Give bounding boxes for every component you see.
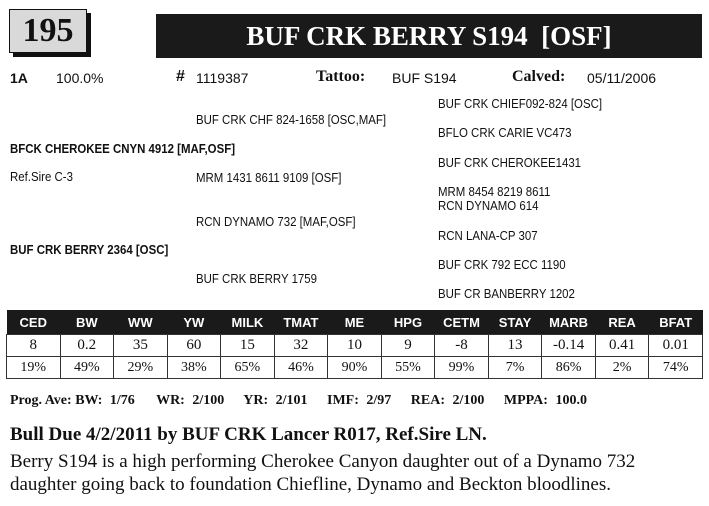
epd-percentile-bw: 49% [60, 357, 114, 379]
lot-number: 195 [22, 12, 74, 49]
epd-header-me: ME [328, 310, 382, 335]
prog-rea-label: REA: [410, 393, 446, 408]
epd-value-yw: 60 [167, 335, 221, 357]
prog-wr-label: WR: [156, 393, 185, 408]
due-line: Bull Due 4/2/2011 by BUF CRK Lancer R017, Ref.Sire LN. [10, 424, 487, 445]
title-bar [156, 14, 702, 58]
epd-value-marb: -0.14 [542, 335, 596, 357]
epd-header-bfat: BFAT [649, 310, 703, 335]
epd-percentile-yw: 38% [167, 357, 221, 379]
prog-bw: 1/76 [109, 393, 135, 408]
epd-header-tmat: TMAT [274, 310, 328, 335]
epd-header-cetm: CETM [435, 310, 489, 335]
dam-dam-sire: BUF CRK 792 ECC 1190 [438, 257, 566, 272]
epd-percentiles-row [7, 357, 703, 379]
epd-percentile-stay: 7% [488, 357, 542, 379]
dam-sire-dam: RCN LANA-CP 307 [438, 228, 538, 243]
epd-percentile-bfat: 74% [649, 357, 703, 379]
sire-sire-dam: BFLO CRK CARIE VC473 [438, 125, 572, 140]
epd-header-marb: MARB [542, 310, 596, 335]
epd-value-cetm: -8 [435, 335, 489, 357]
description: Berry S194 is a high performing Cherokee Canyon daughter out of a Dynamo 732 daughter going back to foundation Chiefline, Dynamo and Beckton bloodlines. [10, 451, 636, 495]
epd-percentile-milk: 65% [221, 357, 275, 379]
sire-sire-sire: BUF CRK CHIEF092-824 [OSC] [438, 96, 603, 111]
epd-value-bw: 0.2 [60, 335, 114, 357]
epd-header-hpg: HPG [381, 310, 435, 335]
prog-mppa: 100.0 [555, 393, 587, 408]
calved-value: 05/11/2006 [587, 70, 657, 86]
calved-label: Calved: [512, 68, 566, 85]
dam-sire: RCN DYNAMO 732 [MAF,OSF] [196, 214, 356, 229]
dam-sire-sire: RCN DYNAMO 614 [438, 198, 539, 213]
epd-percentile-cetm: 99% [435, 357, 489, 379]
epd-values-row [7, 335, 703, 357]
sire-sire: BUF CRK CHF 824-1658 [OSC,MAF] [196, 112, 387, 127]
sire-dam-sire: BUF CRK CHEROKEE1431 [438, 155, 582, 170]
animal-name: BUF CRK BERRY S194 [OSF] [246, 20, 612, 51]
epd-value-milk: 15 [221, 335, 275, 357]
percent: 100.0% [56, 70, 104, 86]
ref-sire: Ref.Sire C-3 [10, 169, 73, 184]
epd-value-stay: 13 [488, 335, 542, 357]
epd-header-ced: CED [7, 310, 61, 335]
prog-rea: 2/100 [452, 393, 485, 408]
epd-percentile-hpg: 55% [381, 357, 435, 379]
epd-value-ced: 8 [7, 335, 61, 357]
lot-number-box [9, 9, 87, 53]
epd-percentile-me: 90% [328, 357, 382, 379]
sire: BFCK CHEROKEE CNYN 4912 [MAF,OSF] [10, 141, 236, 156]
dam-dam: BUF CRK BERRY 1759 [196, 271, 318, 286]
reg-number: 1119387 [196, 70, 249, 86]
epd-percentile-marb: 86% [542, 357, 596, 379]
epd-percentile-ced: 19% [7, 357, 61, 379]
epd-percentile-ww: 29% [114, 357, 168, 379]
progeny-averages [10, 393, 591, 409]
sire-dam-dam: MRM 8454 8219 8611 [438, 184, 551, 199]
epd-header-stay: STAY [488, 310, 542, 335]
grade: 1A [10, 70, 28, 86]
prog-yr-label: YR: [243, 393, 269, 408]
epd-header-bw: BW [60, 310, 114, 335]
epd-percentile-rea: 2% [595, 357, 649, 379]
epd-header-milk: MILK [221, 310, 275, 335]
epd-value-me: 10 [328, 335, 382, 357]
prog-imf-label: IMF: [327, 393, 359, 408]
epd-header-ww: WW [114, 310, 168, 335]
reg-label: # [176, 68, 185, 85]
tattoo-label: Tattoo: [316, 68, 366, 85]
prog-imf: 2/97 [366, 393, 392, 408]
epd-value-ww: 35 [114, 335, 168, 357]
epd-header-row [7, 310, 703, 335]
tattoo-value: BUF S194 [392, 70, 457, 86]
prog-mppa-label: MPPA: [503, 393, 548, 408]
epd-table [6, 310, 703, 379]
dam: BUF CRK BERRY 2364 [OSC] [10, 242, 169, 257]
sire-dam: MRM 1431 8611 9109 [OSF] [196, 170, 342, 185]
epd-value-tmat: 32 [274, 335, 328, 357]
prog-wr: 2/100 [192, 393, 225, 408]
prog-label: Prog. Ave: BW: [10, 393, 103, 408]
dam-dam-dam: BUF CR BANBERRY 1202 [438, 286, 575, 301]
epd-header-yw: YW [167, 310, 221, 335]
epd-value-hpg: 9 [381, 335, 435, 357]
epd-value-bfat: 0.01 [649, 335, 703, 357]
prog-yr: 2/101 [275, 393, 308, 408]
epd-value-rea: 0.41 [595, 335, 649, 357]
epd-percentile-tmat: 46% [274, 357, 328, 379]
epd-header-rea: REA [595, 310, 649, 335]
